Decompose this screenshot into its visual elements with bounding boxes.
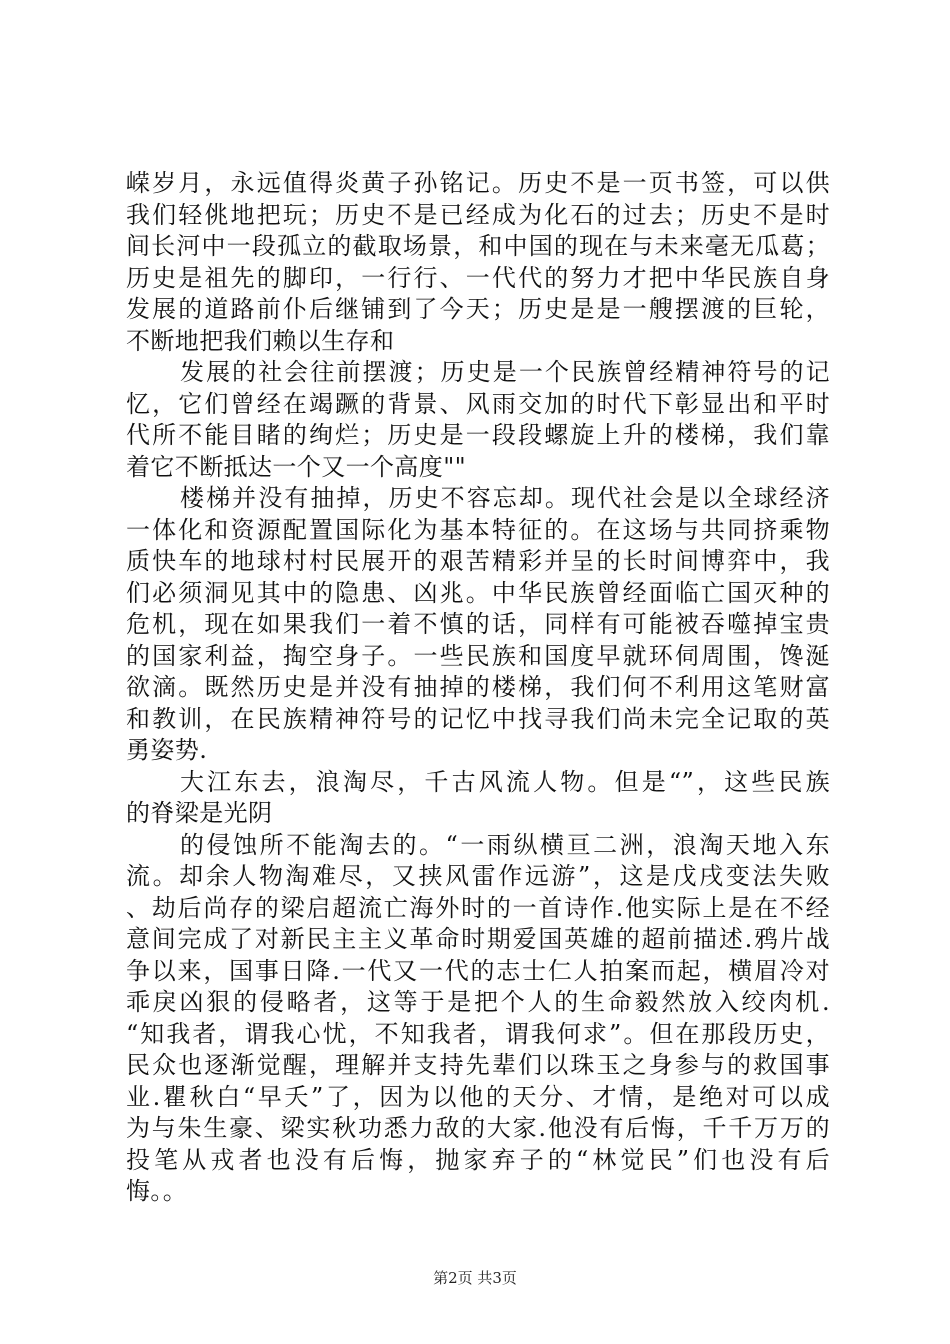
text-line: 欲滴。既然历史是并没有抽掉的楼梯，我们何不利用这笔财富 — [126, 673, 830, 701]
text-line: “知我者，谓我心忧，不知我者，谓我何求”。但在那段历史， — [126, 1019, 830, 1048]
text-line: 的脊梁是光阴 — [126, 799, 273, 827]
text-line: 质快车的地球村村民展开的艰苦精彩并呈的长时间博弈中，我 — [126, 547, 830, 575]
text-line: 的国家利益，掏空身子。一些民族和国度早就环伺周围，馋涎 — [126, 641, 830, 670]
text-line: 投笔从戎者也没有后悔，抛家弃子的“林觉民”们也没有后 — [126, 1145, 830, 1174]
text-line: 历史是祖先的脚印，一行行、一代代的努力才把中华民族自身 — [126, 263, 830, 292]
text-line: 业.瞿秋白“早夭”了，因为以他的天分、才情，是绝对可以成 — [126, 1082, 830, 1111]
text-line: 发展的社会往前摆渡；历史是一个民族曾经精神符号的记 — [180, 358, 830, 386]
text-line: 和教训，在民族精神符号的记忆中找寻我们尚未完全记取的英 — [126, 704, 830, 733]
text-line: 着它不断抵达一个又一个高度"" — [126, 452, 467, 481]
text-line: 间长河中一段孤立的截取场景，和中国的现在与未来毫无瓜葛； — [126, 232, 830, 260]
text-line: 忆，它们曾经在竭蹶的背景、风雨交加的时代下彰显出和平时 — [126, 389, 830, 418]
text-line: 发展的道路前仆后继铺到了今天；历史是是一艘摆渡的巨轮， — [126, 295, 830, 323]
text-line: 流。却余人物淘难尽，又挟风雷作远游”，这是戊戌变法失败 — [126, 862, 830, 890]
text-line: 意间完成了对新民主主义革命时期爱国英雄的超前描述.鸦片战 — [126, 925, 830, 953]
text-line: 争以来，国事日降.一代又一代的志士仁人拍案而起，横眉冷对 — [126, 956, 830, 985]
text-line: 楼梯并没有抽掉，历史不容忘却。现代社会是以全球经济 — [180, 484, 830, 512]
body-text — [126, 168, 830, 1208]
text-line: 、劫后尚存的梁启超流亡海外时的一首诗作.他实际上是在不经 — [126, 893, 830, 922]
text-line: 代所不能目睹的绚烂；历史是一段段螺旋上升的楼梯，我们靠 — [126, 421, 830, 449]
text-line: 不断地把我们赖以生存和 — [126, 326, 395, 355]
text-line: 民众也逐渐觉醒，理解并支持先辈们以珠玉之身参与的救国事 — [126, 1051, 830, 1079]
text-line: 悔。。 — [126, 1177, 188, 1205]
text-line: 的侵蚀所不能淘去的。“一雨纵横亘二洲，浪淘天地入东 — [180, 830, 830, 859]
text-line: 们必须洞见其中的隐患、凶兆。中华民族曾经面临亡国灭种的 — [126, 578, 830, 607]
text-line: 我们轻佻地把玩；历史不是已经成为化石的过去；历史不是时 — [126, 200, 830, 229]
text-line: 嵘岁月，永远值得炎黄子孙铭记。历史不是一页书签，可以供 — [126, 169, 830, 197]
text-line: 大江东去，浪淘尽，千古风流人物。但是“”，这些民族 — [180, 767, 830, 796]
text-line: 为与朱生豪、梁实秋功悉力敌的大家.他没有后悔，千千万万的 — [126, 1114, 830, 1142]
page-footer: 第2页 共3页 — [433, 1269, 517, 1287]
text-line: 乖戾凶狠的侵略者，这等于是把个人的生命毅然放入绞肉机. — [126, 988, 830, 1016]
text-line: 勇姿势. — [126, 736, 208, 764]
text-line: 一体化和资源配置国际化为基本特征的。在这场与共同挤乘物 — [126, 515, 830, 544]
text-line: 危机，现在如果我们一着不慎的话，同样有可能被吞噬掉宝贵 — [126, 610, 830, 638]
